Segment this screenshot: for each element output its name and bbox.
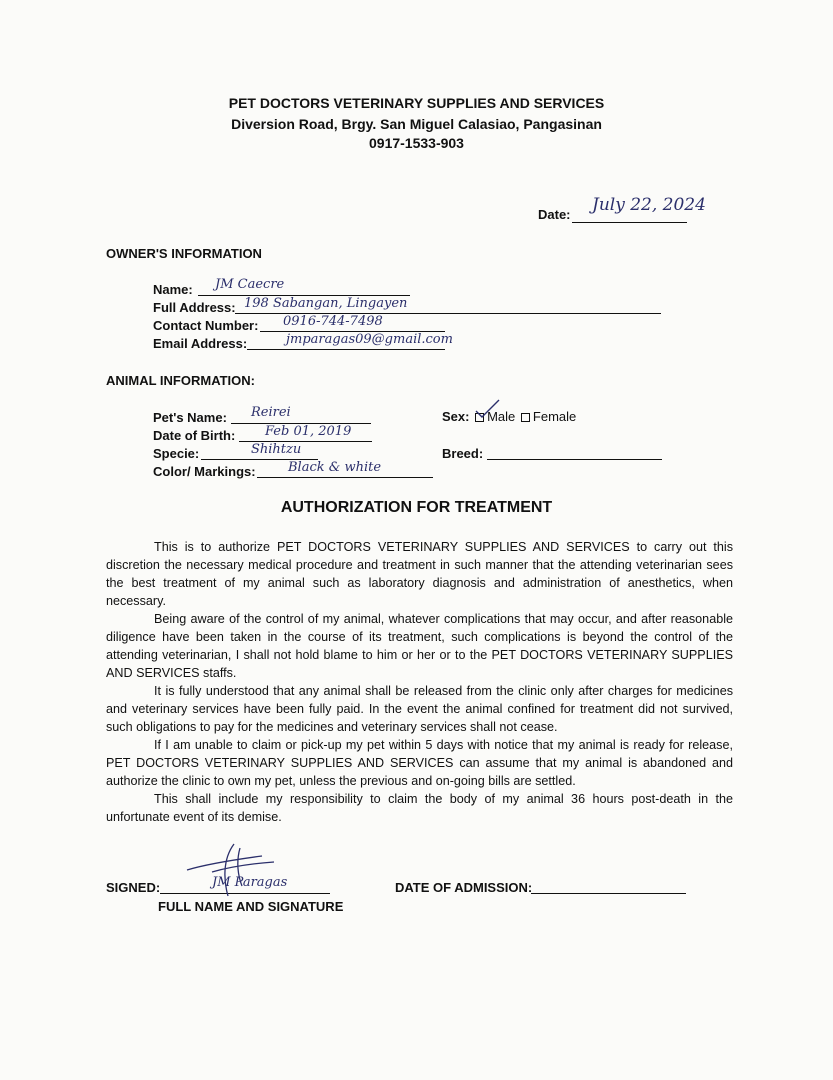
- date-label: Date:: [538, 207, 571, 222]
- sex-female-label: Female: [532, 409, 577, 424]
- pet-name-label: Pet's Name:: [153, 410, 227, 425]
- sex-male-label: Male: [487, 409, 516, 424]
- sex-label: Sex:: [442, 409, 470, 424]
- breed-line: [487, 459, 662, 460]
- breed-label: Breed:: [442, 446, 484, 461]
- dob-value: Feb 01, 2019: [265, 424, 352, 439]
- owner-email-line: [247, 349, 445, 350]
- authorization-paragraph: Being aware of the control of my animal, whatever complications that may occur, and after reasonable diligence have been taken in the course of its treatment, such complications is beyond the control of the attending veterinarian, I shall not hold blame to him or her or to the PET DOCTORS VETERINARY SUPPLIES AND SERVICES staffs.: [106, 612, 733, 680]
- signed-name: JM Paragas: [212, 875, 288, 890]
- company-phone: 0917-1533-903: [369, 135, 464, 151]
- sex-female-checkbox[interactable]: [521, 413, 530, 422]
- owner-email-label: Email Address:: [153, 336, 248, 351]
- sex-field: [442, 409, 576, 424]
- specie-value: Shihtzu: [251, 442, 302, 457]
- owner-address-label: Full Address:: [153, 300, 236, 315]
- owner-address-value: 198 Sabangan, Lingayen: [244, 296, 408, 311]
- owner-name-label: Name:: [153, 282, 193, 297]
- authorization-paragraph: This shall include my responsibility to claim the body of my animal 36 hours post-death in the unfortunate event of its demise.: [106, 792, 733, 824]
- signed-label: SIGNED:: [106, 880, 161, 895]
- company-name: PET DOCTORS VETERINARY SUPPLIES AND SERVICES: [228, 95, 605, 111]
- authorization-body: [106, 538, 733, 826]
- pet-name-value: Reirei: [251, 405, 291, 420]
- date-line: [572, 222, 687, 223]
- signature-scribble-icon: [182, 842, 282, 900]
- owner-email-value: jmparagas09@gmail.com: [286, 332, 453, 347]
- date-value: July 22, 2024: [592, 195, 706, 215]
- dob-label: Date of Birth:: [153, 428, 236, 443]
- owner-name-value: JM Caecre: [215, 277, 285, 292]
- authorization-title: AUTHORIZATION FOR TREATMENT: [280, 499, 553, 516]
- color-line: [257, 477, 433, 478]
- color-value: Black & white: [288, 460, 382, 475]
- admission-date-label: DATE OF ADMISSION:: [395, 880, 533, 895]
- authorization-paragraph: This is to authorize PET DOCTORS VETERINARY SUPPLIES AND SERVICES to carry out this discretion the necessary medical procedure and treatment in such manner that the attending veterinarian sees the best treatment of my animal such as laboratory diagnosis and administration of anesthetics, when necessary.: [106, 540, 733, 608]
- authorization-paragraph: It is fully understood that any animal shall be released from the clinic only after charges for medicines and veterinary services have been fully paid. In the event the animal confined for treatment did not survived, such obligations to pay for the medicines and veterinary services shall not cease.: [106, 684, 733, 734]
- company-address: Diversion Road, Brgy. San Miguel Calasiao, Pangasinan: [231, 116, 602, 132]
- owner-section-title: OWNER'S INFORMATION: [106, 246, 262, 261]
- color-label: Color/ Markings:: [153, 464, 256, 479]
- admission-date-line: [531, 893, 686, 894]
- male-checkmark-icon: [473, 397, 503, 421]
- owner-contact-value: 0916-744-7498: [283, 314, 383, 329]
- animal-section-title: ANIMAL INFORMATION:: [106, 373, 255, 388]
- owner-contact-label: Contact Number:: [153, 318, 259, 333]
- authorization-paragraph: If I am unable to claim or pick-up my pet within 5 days with notice that my animal is ready for release, PET DOCTORS VETERINARY SUPPLIES AND SERVICES can assume that my animal is abandoned and authorize the clinic to own my pet, unless the previous and on-going bills are settled.: [106, 738, 733, 788]
- signature-caption: FULL NAME AND SIGNATURE: [158, 899, 344, 914]
- specie-label: Specie:: [153, 446, 200, 461]
